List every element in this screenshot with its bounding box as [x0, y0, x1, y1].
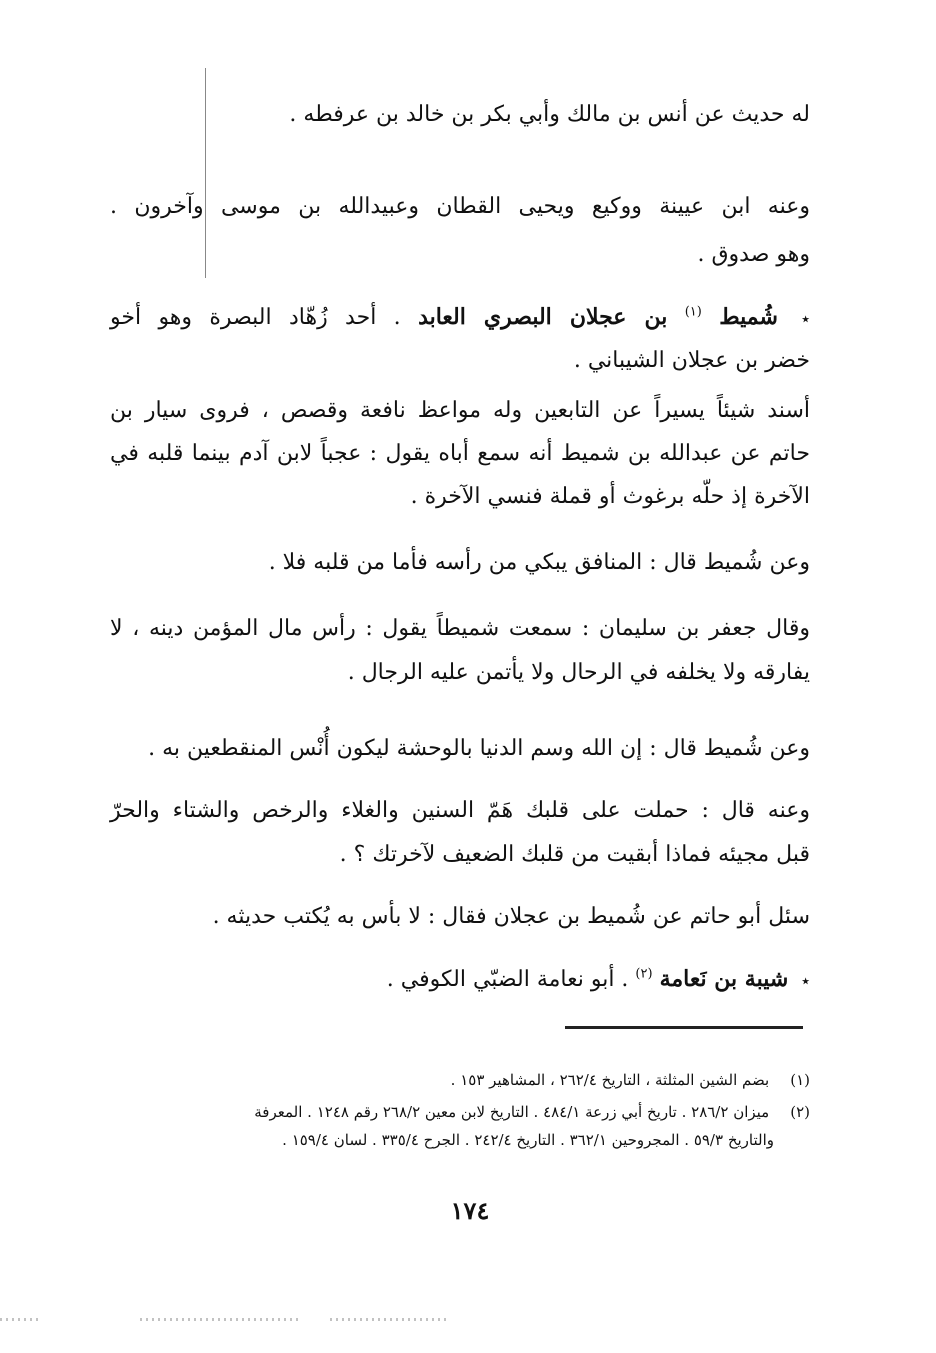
bullet-icon: ٭ — [801, 309, 811, 328]
text-line: سئل أبو حاتم عن شُميط بن عجلان فقال : لا بأس به يُكتب حديثه . — [212, 904, 810, 929]
bullet-icon: ٭ — [801, 971, 810, 990]
text-line: الآخرة إذ حلّه برغوث أو قملة فنسي الآخرة . — [410, 484, 810, 509]
entry-name: شُميط — [719, 304, 778, 330]
footnote-number: (١) — [790, 1071, 810, 1089]
text-line: قبل مجيئه فماذا أبقيت من قلبك الضعيف لآخرتك ؟ . — [339, 842, 810, 867]
entry-heading-shumait — [110, 302, 810, 334]
text-line: وهو صدوق . — [697, 242, 810, 267]
scan-noise — [0, 1318, 40, 1321]
text-line: وعنه ابن عيينة ووكيع ويحيى القطان وعبيدالله بن موسى وآخرون . — [110, 194, 810, 219]
entry-desc: . أحد زُهّاد البصرة وهو أخو — [110, 305, 401, 330]
text-line: وعن شُميط قال : إن الله وسم الدنيا بالوحشة ليكون أُنْس المنقطعين به . — [148, 736, 810, 761]
footnote-ref: (٢) — [635, 966, 653, 982]
text-line: وعنه قال : حملت على قلبك هَمّ السنين والغلاء والرخص والشتاء والحرّ — [110, 798, 810, 823]
footnote-ref: (١) — [684, 304, 702, 320]
text-line: حاتم عن عبدالله بن شميط أنه سمع أباه يقول : عجباً لابن آدم بينما قلبه في — [110, 441, 810, 466]
footnote-text: ميزان ٢٨٦/٢ . تاريخ أبي زرعة ٤٨٤/١ . التاريخ لابن معين ٢٦٨/٢ رقم ١٢٤٨ . المعرفة — [254, 1103, 770, 1121]
entry-heading-shaiba — [110, 964, 810, 996]
footnote-2-cont: والتاريخ ٥٩/٣ . المجروحين ٣٦٢/١ . التاريخ ٢٤٢/٤ . الجرح ٣٣٥/٤ . لسان ١٥٩/٤ . — [282, 1131, 774, 1149]
entry-name: شيبة بن نَعامة — [659, 966, 789, 992]
footnote-text: بضم الشين المثلثة ، التاريخ ٢٦٢/٤ ، المشاهير ١٥٣ . — [450, 1071, 770, 1089]
entry-desc: . أبو نعامة الضبّي الكوفي . — [386, 967, 629, 992]
text-line: أسند شيئاً يسيراً عن التابعين وله مواعظ نافعة وقصص ، فروى سيار بن — [110, 398, 810, 423]
footnote-separator — [565, 1026, 803, 1029]
scan-noise — [140, 1318, 300, 1321]
footnote-number: (٢) — [790, 1103, 810, 1121]
text-line: وعن شُميط قال : المنافق يبكي من رأسه فأما من قلبه فلا . — [268, 550, 810, 575]
text-line: يفارقه ولا يخلفه في الرحال ولا يأتمن عليه الرجال . — [347, 660, 810, 685]
text-line: وقال جعفر بن سليمان : سمعت شميطاً يقول : رأس مال المؤمن دينه ، لا — [110, 616, 810, 641]
footnote-1 — [130, 1068, 810, 1092]
page-number: ١٧٤ — [450, 1196, 490, 1225]
scan-noise — [330, 1318, 450, 1321]
text-line: له حديث عن أنس بن مالك وأبي بكر بن خالد بن عرفطه . — [289, 102, 810, 127]
footnote-2 — [130, 1100, 810, 1124]
text-line: خضر بن عجلان الشيباني . — [573, 348, 810, 373]
entry-name-cont: بن عجلان البصري العابد — [418, 304, 668, 330]
